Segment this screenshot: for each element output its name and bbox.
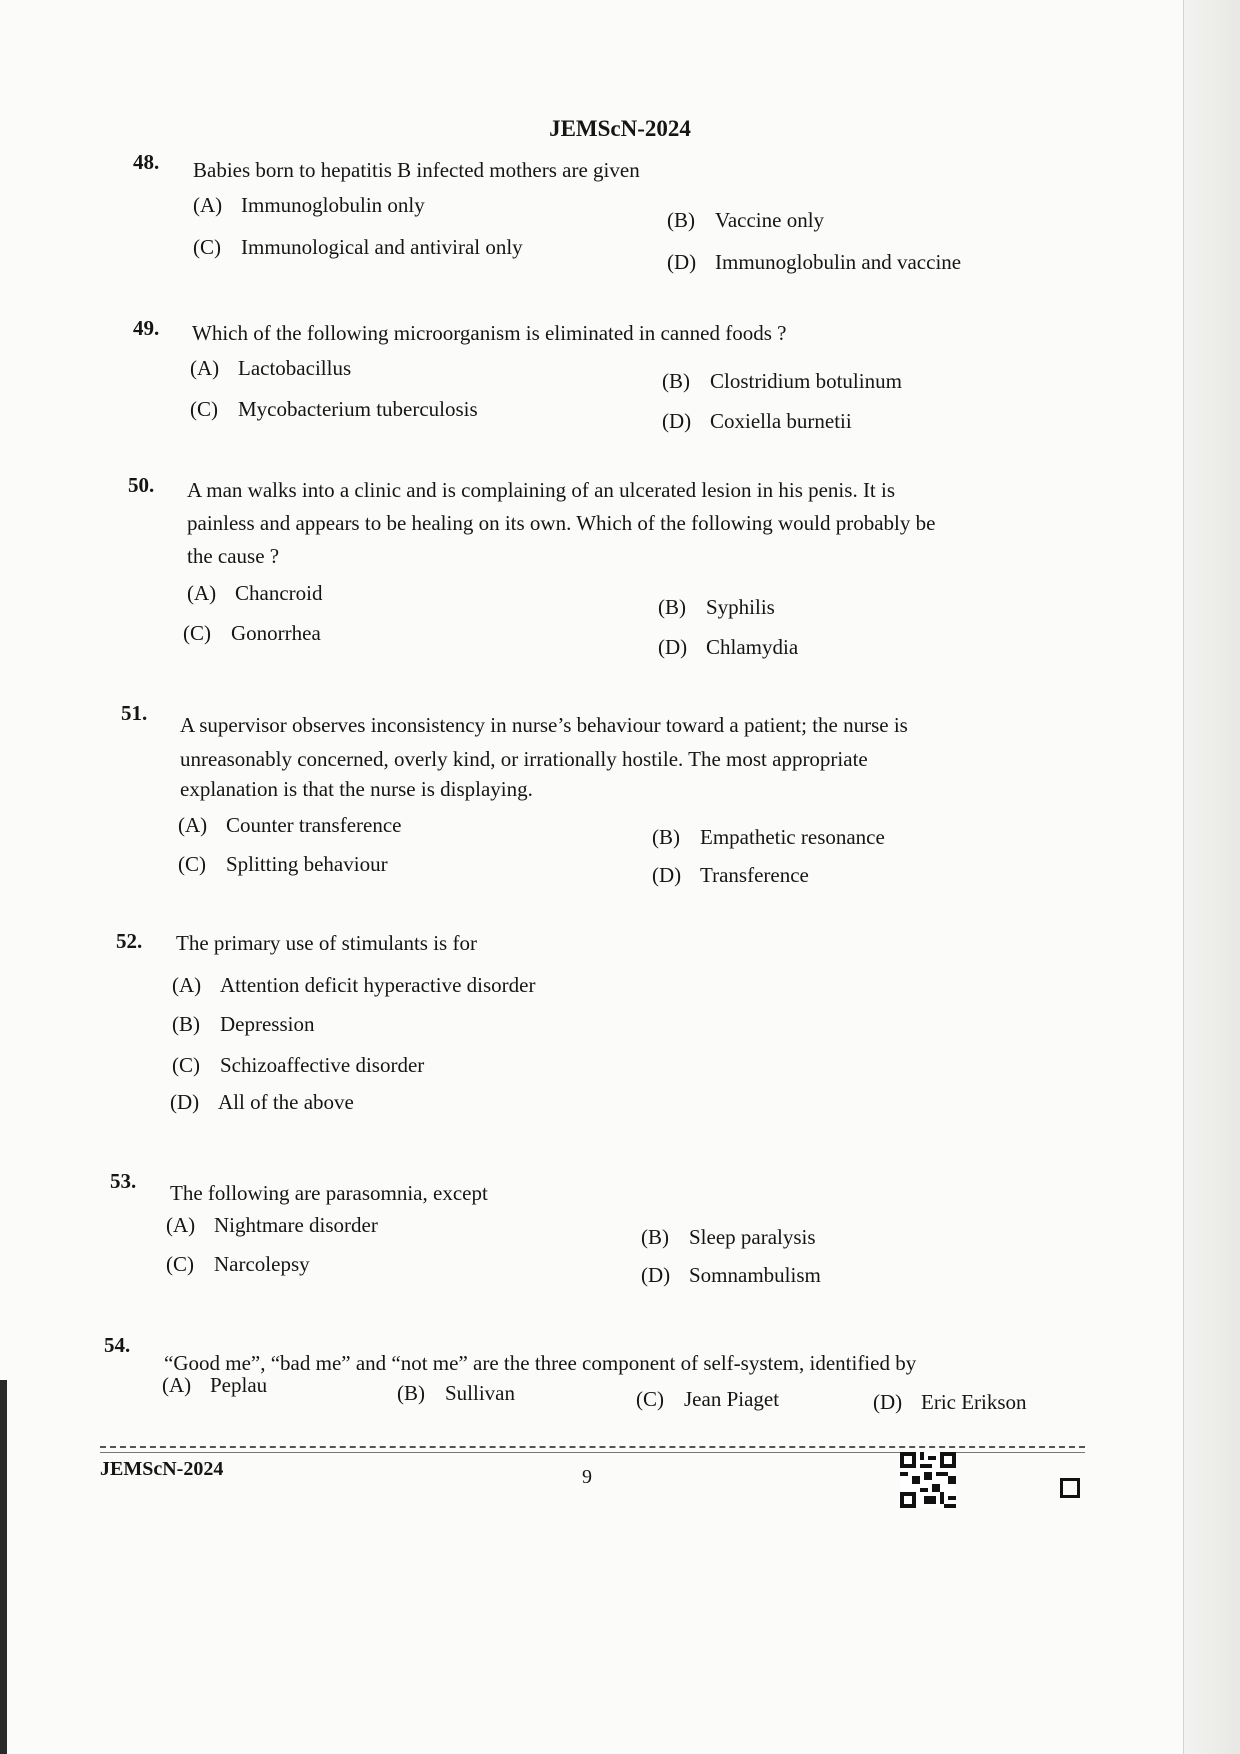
- question-number: 51.: [121, 701, 148, 725]
- option-d: [667, 247, 961, 277]
- option-letter: (D): [658, 635, 688, 659]
- option-text: Somnambulism: [689, 1263, 821, 1287]
- option-b: [662, 366, 902, 396]
- option-letter: (A): [162, 1373, 192, 1397]
- question-number: 49.: [133, 316, 160, 340]
- option-text: Syphilis: [706, 595, 775, 619]
- option-d: [170, 1087, 354, 1117]
- page-header-title: JEMScN-2024: [549, 116, 691, 141]
- option-a: [166, 1210, 378, 1240]
- option-letter: (B): [662, 369, 690, 393]
- option-letter: (A): [187, 581, 217, 605]
- option-letter: (B): [667, 208, 695, 232]
- footer-exam-code: JEMScN-2024: [100, 1458, 224, 1480]
- option-text: Chancroid: [235, 581, 323, 605]
- option-letter: (D): [170, 1090, 200, 1114]
- option-letter: (A): [193, 193, 223, 217]
- option-c: [178, 849, 388, 879]
- option-text: Nightmare disorder: [214, 1213, 378, 1237]
- option-letter: (D): [667, 250, 697, 274]
- option-letter: (B): [397, 1381, 425, 1405]
- question-number: 50.: [128, 473, 155, 497]
- question-text-line-3: the cause ?: [187, 544, 280, 568]
- qr-code-icon: [900, 1452, 956, 1508]
- option-d: [658, 632, 798, 662]
- option-text: Mycobacterium tuberculosis: [238, 397, 478, 421]
- question-text-line-2: unreasonably concerned, overly kind, or irrationally hostile. The most appropriate: [180, 747, 868, 771]
- question-number: 54.: [104, 1333, 131, 1357]
- option-text: Empathetic resonance: [700, 825, 885, 849]
- option-a: [162, 1370, 267, 1400]
- option-text: Gonorrhea: [231, 621, 321, 645]
- option-letter: (A): [190, 356, 220, 380]
- option-text: Peplau: [210, 1373, 268, 1397]
- option-b: [658, 592, 775, 622]
- option-b: [172, 1009, 314, 1039]
- option-text: Narcolepsy: [214, 1252, 310, 1276]
- option-text: Jean Piaget: [684, 1387, 780, 1411]
- option-c: [193, 232, 523, 262]
- option-letter: (A): [172, 973, 202, 997]
- option-c: [172, 1050, 424, 1080]
- option-text: Sleep paralysis: [689, 1225, 816, 1249]
- option-text: Chlamydia: [706, 635, 799, 659]
- option-d: [641, 1260, 821, 1290]
- page-number: 9: [582, 1466, 592, 1488]
- scan-edge-left: [0, 1380, 7, 1754]
- question-text: The primary use of stimulants is for: [176, 931, 477, 955]
- option-letter: (C): [636, 1387, 664, 1411]
- option-a: [172, 970, 535, 1000]
- question-text-line-3: explanation is that the nurse is displaying.: [180, 777, 533, 801]
- option-b: [397, 1378, 515, 1408]
- option-letter: (D): [641, 1263, 671, 1287]
- option-text: Eric Erikson: [921, 1390, 1027, 1414]
- option-c: [190, 394, 478, 424]
- scan-edge-right: [1183, 0, 1240, 1754]
- option-letter: (B): [652, 825, 680, 849]
- option-letter: (D): [662, 409, 692, 433]
- question-number: 52.: [116, 929, 143, 953]
- question-text-line-2: painless and appears to be healing on its own. Which of the following would probably be: [187, 511, 936, 535]
- option-text: Splitting behaviour: [226, 852, 388, 876]
- question-text-line-1: A man walks into a clinic and is complaining of an ulcerated lesion in his penis. It is: [187, 478, 896, 502]
- option-letter: (C): [190, 397, 218, 421]
- option-letter: (D): [652, 863, 682, 887]
- option-c: [166, 1249, 310, 1279]
- option-letter: (A): [166, 1213, 196, 1237]
- option-text: All of the above: [218, 1090, 354, 1114]
- option-text: Clostridium botulinum: [710, 369, 902, 393]
- square-marker-icon: [1060, 1478, 1080, 1498]
- option-a: [193, 190, 425, 220]
- option-text: Lactobacillus: [238, 356, 352, 380]
- option-c: [183, 618, 321, 648]
- question-text: “Good me”, “bad me” and “not me” are the three component of self-system, identified by: [164, 1351, 917, 1375]
- option-text: Attention deficit hyperactive disorder: [220, 973, 536, 997]
- option-text: Depression: [220, 1012, 315, 1036]
- option-letter: (B): [658, 595, 686, 619]
- option-letter: (C): [193, 235, 221, 259]
- option-a: [187, 578, 322, 608]
- option-text: Transference: [700, 863, 809, 887]
- option-text: Sullivan: [445, 1381, 516, 1405]
- option-b: [641, 1222, 816, 1252]
- question-number: 48.: [133, 150, 160, 174]
- option-d: [873, 1387, 1027, 1417]
- option-letter: (B): [172, 1012, 200, 1036]
- option-text: Vaccine only: [715, 208, 825, 232]
- footer-rule-dashed: [100, 1446, 1085, 1448]
- option-text: Schizoaffective disorder: [220, 1053, 425, 1077]
- question-number: 53.: [110, 1169, 137, 1193]
- option-letter: (C): [166, 1252, 194, 1276]
- option-text: Counter transference: [226, 813, 402, 837]
- question-text: Which of the following microorganism is eliminated in canned foods ?: [192, 321, 787, 345]
- option-b: [667, 205, 824, 235]
- option-text: Immunoglobulin only: [241, 193, 425, 217]
- option-text: Coxiella burnetii: [710, 409, 852, 433]
- option-letter: (C): [178, 852, 206, 876]
- option-letter: (A): [178, 813, 208, 837]
- option-d: [652, 860, 809, 890]
- option-letter: (D): [873, 1390, 903, 1414]
- option-a: [178, 810, 402, 840]
- option-b: [652, 822, 885, 852]
- option-letter: (B): [641, 1225, 669, 1249]
- option-letter: (C): [183, 621, 211, 645]
- option-d: [662, 406, 852, 436]
- question-text: The following are parasomnia, except: [170, 1181, 488, 1205]
- question-text-line-1: A supervisor observes inconsistency in nurse’s behaviour toward a patient; the nurse is: [180, 713, 908, 737]
- option-text: Immunological and antiviral only: [241, 235, 523, 259]
- option-letter: (C): [172, 1053, 200, 1077]
- question-text: Babies born to hepatitis B infected mothers are given: [193, 158, 640, 182]
- option-c: [636, 1384, 779, 1414]
- option-a: [190, 353, 351, 383]
- option-text: Immunoglobulin and vaccine: [715, 250, 962, 274]
